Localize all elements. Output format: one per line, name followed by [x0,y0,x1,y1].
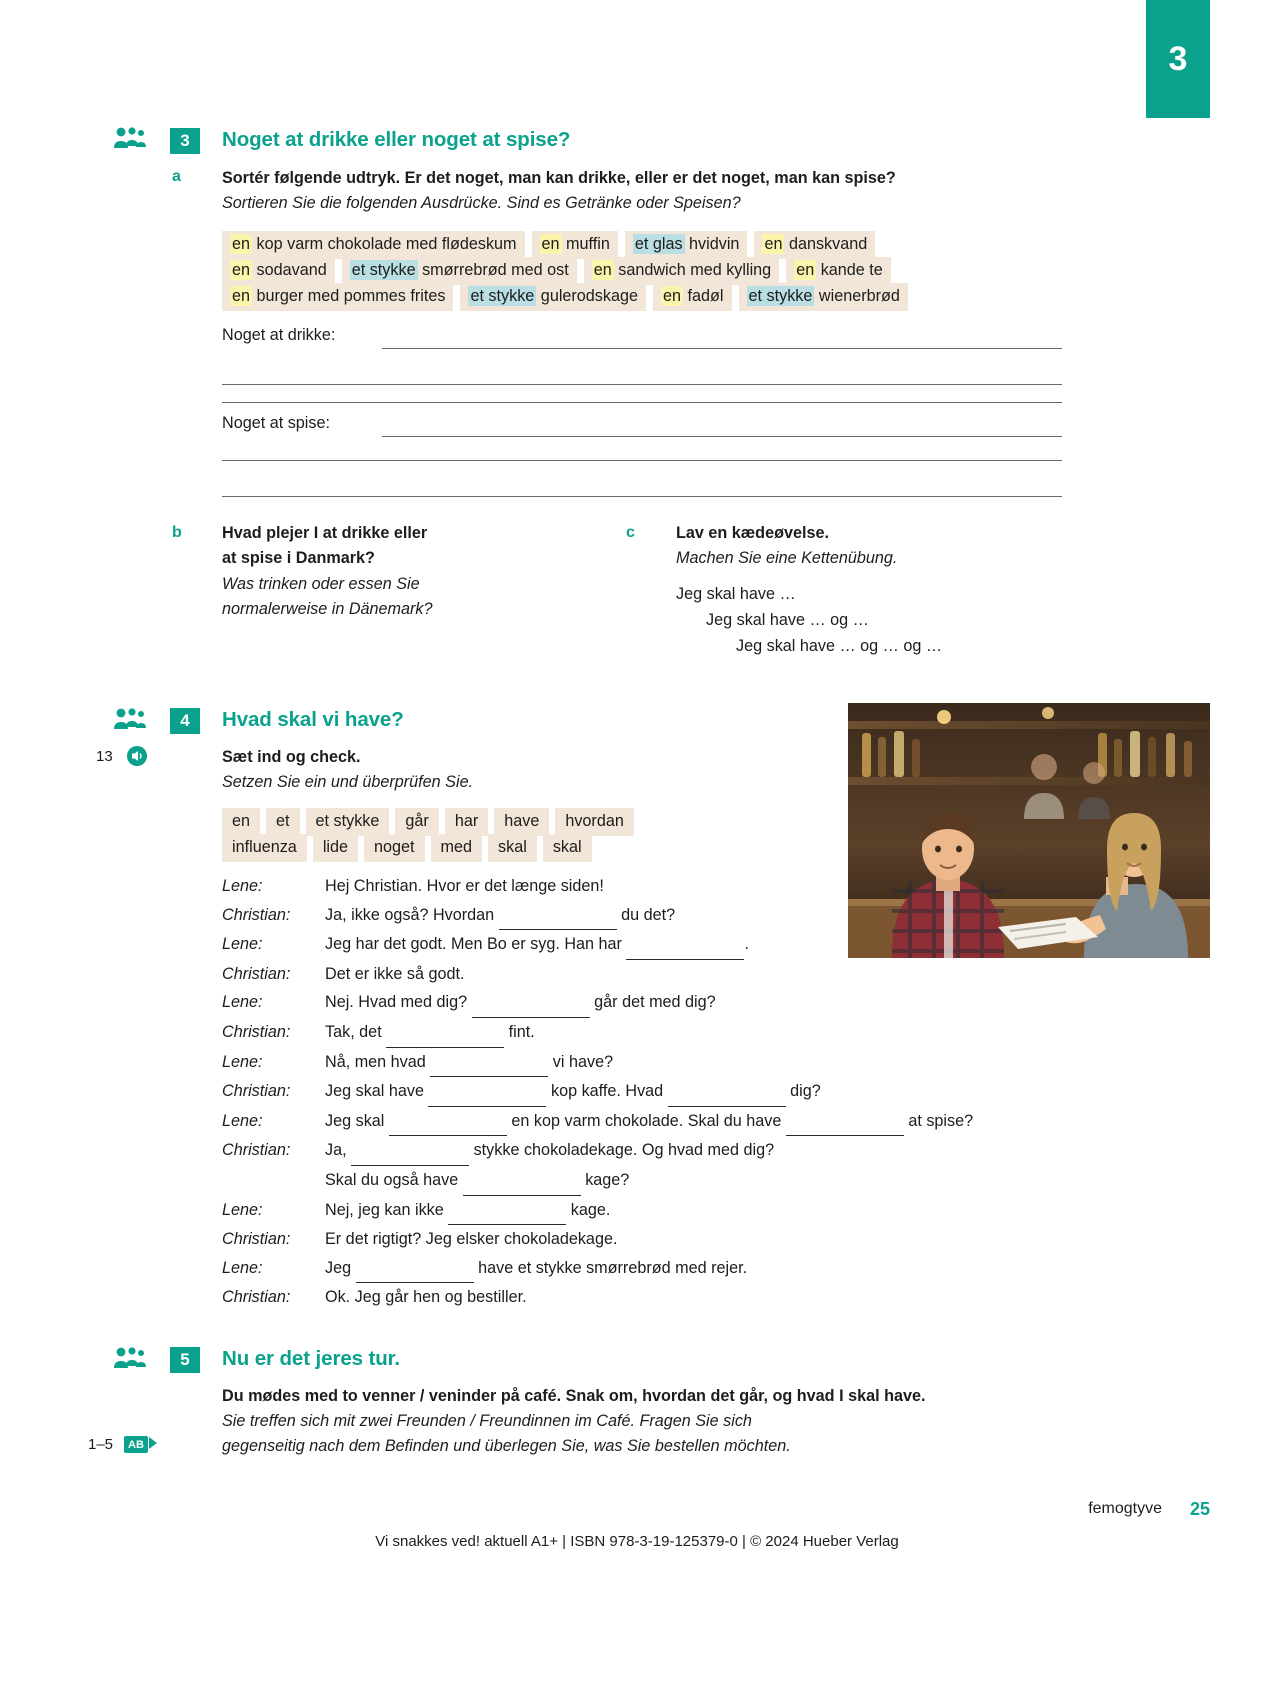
fill-in-blank[interactable] [448,1196,566,1226]
dialogue-row [222,1166,1082,1196]
wordbank-row [222,257,898,285]
page-number: 25 [1189,1499,1210,1519]
chip-noun: muffin [561,235,610,253]
wordbank-chip[interactable] [532,231,618,259]
fill-in-blank[interactable] [386,1018,504,1048]
instruction-3b-danish-line2: at spise i Danmark? [222,549,375,567]
dialogue-list [222,872,1082,1312]
chip-article: en [232,287,251,305]
dialogue-speaker [222,1166,325,1196]
answer-line-drink-1[interactable] [382,348,1062,349]
wordbank-chip[interactable] [584,257,779,285]
dialogue-row [222,1107,1082,1137]
audio-speaker-icon[interactable] [124,746,150,766]
chip-noun: fadøl [683,287,724,305]
exercise-title-3: Noget at drikke eller noget at spise? [222,128,571,151]
fill-in-blank[interactable] [626,930,744,960]
chain-example-1: Jeg skal have … [676,585,796,603]
instruction-4-german: Setzen Sie ein und überprüfen Sie. [222,773,474,791]
dialogue-speaker: Christian: [222,1082,291,1101]
fill-in-blank[interactable] [668,1077,786,1107]
dialogue-speaker: Lene: [222,935,263,954]
dialogue-speaker: Lene: [222,1111,263,1130]
wordbank-row [222,283,915,311]
wordbank-chip[interactable] [625,231,748,259]
dialogue-speaker: Christian: [222,1288,291,1307]
exercise-title-4: Hvad skal vi have? [222,708,404,731]
chip-article: en [764,235,783,253]
answer-line-eat-1[interactable] [382,436,1062,437]
dialogue-speaker: Lene: [222,993,263,1012]
exercise-title-5: Nu er det jeres tur. [222,1347,401,1370]
wordbank-row [222,808,640,836]
chip-noun: sodavand [252,261,327,279]
wordbank-chip[interactable] [222,257,335,285]
sub-letter-b: b [172,524,182,541]
label-noget-at-spise: Noget at spise: [222,414,330,432]
pair-work-icon-ex4 [112,707,152,731]
fill-in-blank[interactable] [430,1048,548,1078]
wordbank-chip[interactable] [222,283,453,311]
fill-in-blank[interactable] [499,901,617,931]
workbook-arrow-icon [149,1437,157,1449]
sub-letter-a: a [172,168,181,185]
workbook-badge[interactable]: AB [124,1436,148,1453]
dialogue-text: Nej, jeg kan ikke kage. [325,1196,1082,1226]
label-noget-at-drikke: Noget at drikke: [222,326,336,344]
dialogue-speaker: Lene: [222,877,263,895]
fill-in-blank[interactable] [472,988,590,1018]
dialogue-text: Er det rigtigt? Jeg elsker chokoladekage. [325,1230,618,1249]
wordbank-chip[interactable]: skal [543,834,592,862]
pair-work-icon-ex5 [112,1346,152,1370]
chip-article: en [796,261,815,279]
answer-line-eat-3[interactable] [222,496,1062,497]
dialogue-text: Nå, men hvad vi have? [325,1048,1082,1078]
instruction-5-german-line2: gegenseitig nach dem Befinden und überlegen Sie, was Sie bestellen möchten. [222,1437,791,1455]
dialogue-text: Det er ikke så godt. [325,964,465,983]
dialogue-speaker: Christian: [222,964,291,983]
dialogue-speaker: Lene: [222,1052,263,1071]
dialogue-speaker: Christian: [222,905,291,924]
chip-noun: smørrebrød med ost [417,261,569,279]
dialogue-text: Jeg have et stykke smørrebrød med rejer. [325,1254,1082,1284]
wordbank-chip[interactable] [739,283,908,311]
wordbank-chip[interactable]: et [266,808,300,836]
chip-article: et stykke [748,287,813,305]
chip-noun: danskvand [784,235,868,253]
dialogue-speaker: Lene: [222,1258,263,1277]
wordbank-chip[interactable]: skal [488,834,537,862]
wordbank-chip[interactable]: noget [364,834,425,862]
chip-article: en [232,235,251,253]
dialogue-text: Skal du også have kage? [325,1166,1082,1196]
footer-isbn: Vi snakkes ved! aktuell A1+ | ISBN 978-3-19-125379-0 | © 2024 Hueber Verlag [375,1533,899,1550]
wordbank-chip[interactable] [653,283,732,311]
dialogue-row [222,901,1082,931]
dialogue-row [222,872,1082,901]
dialogue-row [222,1018,1082,1048]
dialogue-speaker: Christian: [222,1141,291,1160]
wordbank-chip[interactable]: går [395,808,438,836]
wordbank-chip[interactable]: hvordan [555,808,634,836]
chip-noun: kande te [816,261,883,279]
wordbank-chip[interactable]: influenza [222,834,307,862]
wordbank-row [222,231,882,259]
instruction-3c-danish: Lav en kædeøvelse. [676,524,829,542]
instruction-5-german-line1: Sie treffen sich mit zwei Freunden / Freundinnen im Café. Fragen Sie sich [222,1412,752,1430]
dialogue-text: Tak, det fint. [325,1018,1082,1048]
instruction-3b-german-line2: normalerweise in Dänemark? [222,600,433,618]
instruction-4-danish: Sæt ind og check. [222,748,361,766]
instruction-3c-german: Machen Sie eine Kettenübung. [676,549,898,567]
chip-article: en [232,261,251,279]
wordbank-chip[interactable]: har [445,808,488,836]
dialogue-row [222,988,1082,1018]
dialogue-text: Jeg skal have kop kaffe. Hvad dig? [325,1077,1082,1107]
fill-in-blank[interactable] [428,1077,546,1107]
wordbank-chip[interactable]: lide [313,834,358,862]
instruction-3a-german: Sortieren Sie die folgenden Ausdrücke. Sind es Getränke oder Speisen? [222,194,741,212]
pair-work-icon-ex3 [112,126,152,150]
dialogue-text: Ja, ikke også? Hvordan du det? [325,901,1082,931]
chip-noun: burger med pommes frites [252,287,446,305]
chip-article: en [541,235,560,253]
wordbank-chip[interactable]: med [431,834,483,862]
wordbank-chip[interactable] [754,231,875,259]
chip-noun: wienerbrød [814,287,900,305]
dialogue-row [222,960,1082,989]
chip-noun: sandwich med kylling [613,261,772,279]
dialogue-row [222,1048,1082,1078]
wordbank-row [222,834,598,862]
fill-in-blank[interactable] [463,1166,581,1196]
exercise-number-4: 4 [170,708,200,734]
answer-line-drink-2[interactable] [222,384,1062,385]
sub-letter-c: c [626,524,635,541]
instruction-5-danish: Du mødes med to venner / veninder på café. Snak om, hvordan det går, og hvad I skal have. [222,1387,926,1405]
wordbank-chip[interactable]: et stykke [306,808,390,836]
chain-example-3: Jeg skal have … og … og … [736,637,943,655]
workbook-range: 1–5 [88,1436,114,1453]
wordbank-chip[interactable] [342,257,577,285]
dialogue-row [222,1196,1082,1226]
chip-article: en [663,287,682,305]
chip-noun: kop varm chokolade med flødeskum [252,235,517,253]
wordbank-chip[interactable]: en [222,808,260,836]
dialogue-row [222,1254,1082,1284]
answer-line-drink-3[interactable] [222,402,1062,403]
fill-in-blank[interactable] [356,1254,474,1284]
dialogue-text: Jeg skal en kop varm chokolade. Skal du have at spise? [325,1107,1082,1137]
chip-article: et stykke [351,261,416,279]
chip-article: en [593,261,612,279]
fill-in-blank[interactable] [389,1107,507,1137]
chip-article: et glas [634,235,683,253]
fill-in-blank[interactable] [786,1107,904,1137]
exercise-number-3: 3 [170,128,200,154]
dialogue-speaker: Christian: [222,1022,291,1041]
instruction-3b-danish-line1: Hvad plejer I at drikke eller [222,524,428,542]
dialogue-text: Jeg har det godt. Men Bo er syg. Han har . [325,930,1082,960]
exercise-number-5: 5 [170,1347,200,1373]
page-word: femogtyve [1088,1500,1162,1517]
chain-example-2: Jeg skal have … og … [706,611,869,629]
audio-track-number: 13 [96,748,113,765]
fill-in-blank[interactable] [351,1136,469,1166]
wordbank-chip[interactable] [786,257,891,285]
dialogue-speaker: Lene: [222,1200,263,1219]
dialogue-text: Ok. Jeg går hen og bestiller. [325,1288,527,1307]
wordbank-chip[interactable] [222,231,525,259]
dialogue-row [222,1136,1082,1166]
dialogue-row [222,1077,1082,1107]
chip-article: et stykke [470,287,535,305]
chapter-tab: 3 [1146,0,1210,118]
answer-line-eat-2[interactable] [222,460,1062,461]
instruction-3b-german-line1: Was trinken oder essen Sie [222,575,420,593]
chip-noun: gulerodskage [536,287,639,305]
dialogue-row [222,1283,1082,1312]
dialogue-row [222,930,1082,960]
dialogue-text: Ja, stykke chokoladekage. Og hvad med dig? [325,1136,1082,1166]
dialogue-text: Hej Christian. Hvor er det længe siden! [325,877,604,895]
dialogue-text: Nej. Hvad med dig? går det med dig? [325,988,1082,1018]
chip-noun: hvidvin [684,235,740,253]
dialogue-row [222,1225,1082,1254]
wordbank-chip[interactable] [460,283,646,311]
dialogue-speaker: Christian: [222,1230,291,1249]
wordbank-chip[interactable]: have [494,808,549,836]
instruction-3a-danish: Sortér følgende udtryk. Er det noget, man kan drikke, eller er det noget, man kan spise? [222,169,896,187]
